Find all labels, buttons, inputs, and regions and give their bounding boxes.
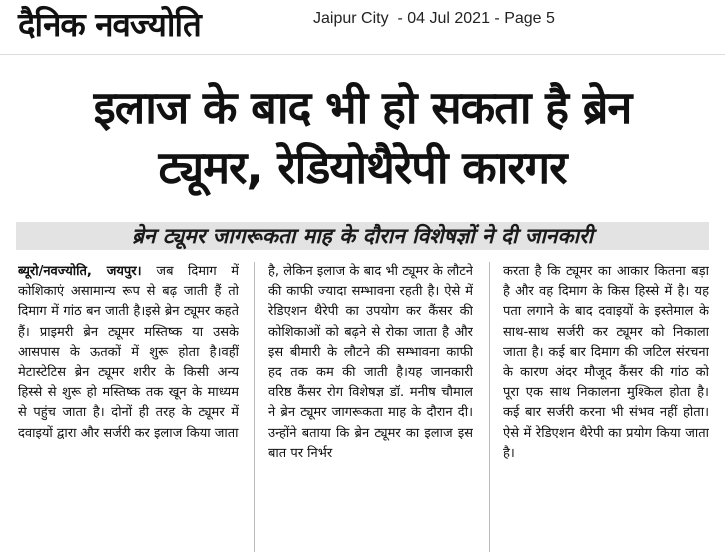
header-divider (0, 54, 725, 55)
column-2-text: है, लेकिन इलाज के बाद भी ट्यूमर के लौटने की काफी ज्यादा सम्भावना रहती है। ऐसे में रेडिएशन थैरेपी का उपयोग कर कैंसर की कोशिकाओं को बढ़ने से रोका जाता है और इस बीमारी के लौटने की सम्भावना काफी हद तक कम की जाती है।यह जानकारी वरिष्ठ कैंसर रोग विशेषज्ञ डॉ. मनीष चौमाल ने ब्रेन ट्यूमर जागरूकता माह के दौरान दी। उन्होंने बताया कि ब्रेन ट्यूमर का इलाज इस बात पर निर्भर (268, 264, 473, 461)
article-headline (10, 78, 715, 198)
column-1-text: जब दिमाग में कोशिकाएं असामान्य रूप से बढ़ जाती हैं तो दिमाग में गांठ बन जाती है।इसे ब्रेन ट्यूमर कहते हैं। प्राइमरी ब्रेन ट्यूमर मस्तिष्क या उसके आसपास के ऊतकों में शुरू होता है।वहीं मेटास्टेटिस ब्रेन ट्यूमर शरीर के किसी अन्य हिस्से से शुरू हो मस्तिष्क तक खून के माध्यम से पहुंच जाता है। दोनों ही तरह के ट्यूमर में दवाइयों द्वारा और सर्जरी कर इलाज किया जाता (18, 264, 239, 441)
newspaper-masthead (18, 2, 201, 48)
headline-line-1: इलाज के बाद भी हो सकता है ब्रेन (93, 81, 632, 134)
headline-line-2: ट्यूमर, रेडियोथैरेपी कारगर (158, 141, 567, 194)
article-column-3 (503, 262, 709, 554)
article-column-1 (18, 262, 239, 554)
edition-dateline: Jaipur City - 04 Jul 2021 - Page 5 (313, 10, 555, 27)
article-subhead: ब्रेन ट्यूमर जागरूकता माह के दौरान विशेषज्ञों ने दी जानकारी (131, 224, 594, 248)
newspaper-logo: दैनिक नवज्योति (18, 5, 201, 44)
article-column-2 (268, 262, 473, 554)
article-byline: ब्यूरो/नवज्योति, जयपुर। (18, 264, 157, 279)
column-divider (254, 262, 255, 552)
column-3-text: करता है कि ट्यूमर का आकार कितना बड़ा है और वह दिमाग के किस हिस्से में है। यह पता लगाने के बाद दवाइयों के इस्तेमाल के साथ-साथ सर्जरी कर ट्यूमर को निकाला जाता है। कई बार दिमाग की जटिल संरचना के कारण अंदर मौजूद कैंसर की गांठ को पूरा एक साथ निकालना मुश्किल होता है। कई बार सर्जरी करना भी संभव नहीं होता। ऐसे में रेडिएशन थैरेपी का प्रयोग किया जाता है। (503, 264, 709, 461)
column-divider (489, 262, 490, 552)
